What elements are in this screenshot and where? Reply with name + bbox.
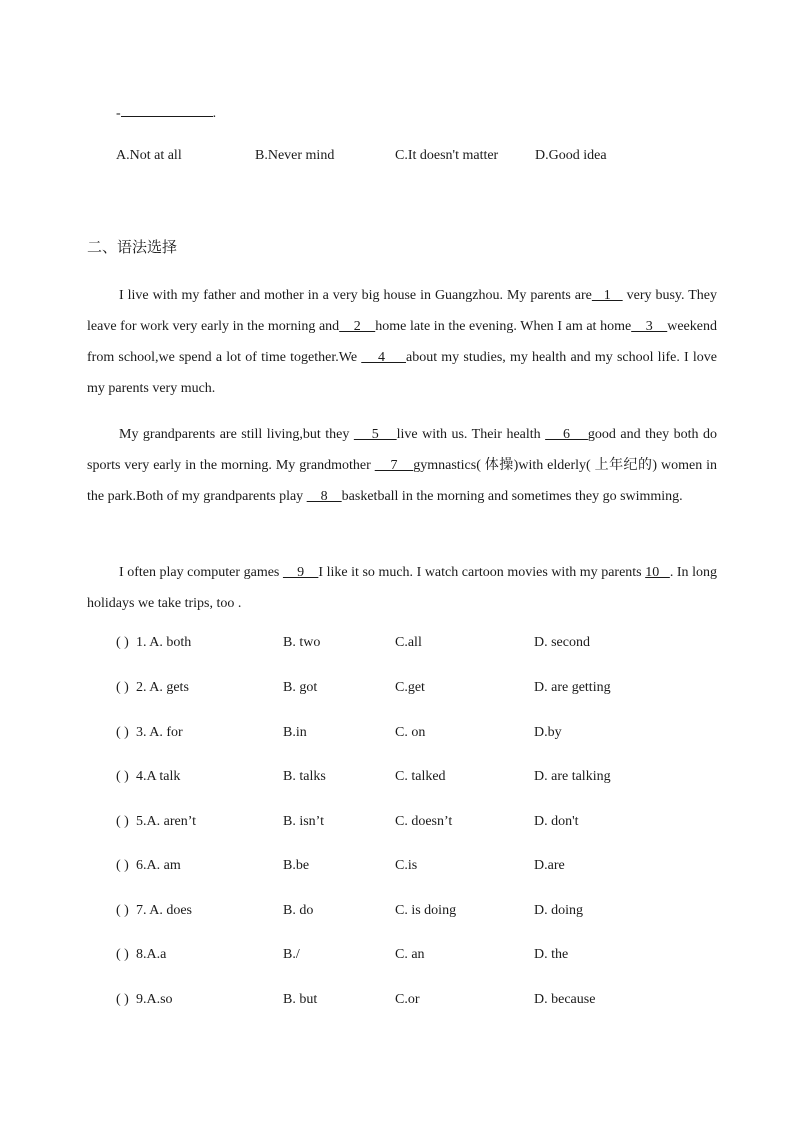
question-option-b: B.in — [283, 725, 307, 740]
question-option-b: B. got — [283, 680, 318, 695]
text-run: . In long holidays we take trips, too . — [87, 565, 717, 611]
blank-3: 3 — [631, 319, 668, 334]
blank-7: 7 — [374, 458, 414, 473]
question-option-a: 1. A. both — [136, 635, 192, 650]
text-run: I often play computer games — [119, 565, 283, 580]
answer-paren: ( ) — [116, 635, 129, 650]
section-title: 二、语法选择 — [87, 240, 178, 256]
text-run: home late in the evening. When I am at home — [375, 319, 632, 334]
question-option-d: D. don't — [534, 814, 579, 829]
question-option-b: B. do — [283, 903, 314, 918]
blank-8: 8 — [306, 489, 342, 504]
option-d: D.Good idea — [535, 148, 607, 163]
blank-9: 9 — [282, 565, 319, 580]
question-option-c: C.is — [395, 858, 418, 873]
text-run: weekend from school,we spend a lot of time together.We — [87, 319, 717, 365]
question-row — [0, 858, 794, 882]
blank-6: 6 — [545, 427, 588, 442]
question-row — [0, 992, 794, 1016]
question-row — [0, 769, 794, 793]
question-option-a: 2. A. gets — [136, 680, 189, 695]
blank-10: 10 — [645, 565, 670, 580]
question-option-c: C. is doing — [395, 903, 457, 918]
question-option-d: D.by — [534, 725, 562, 740]
blank-4: 4 — [361, 350, 406, 365]
question-option-d: D. second — [534, 635, 590, 650]
answer-paren: ( ) — [116, 858, 129, 873]
answer-paren: ( ) — [116, 947, 129, 962]
text-run: good and they both do sports very early in the morning. My grandmother — [87, 427, 718, 473]
question-option-c: C. on — [395, 725, 426, 740]
question-option-d: D. are talking — [534, 769, 611, 784]
text-run: basketball in the morning and sometimes they go swimming. — [341, 489, 683, 504]
passage-paragraph-3 — [87, 557, 717, 619]
question-option-b: B. two — [283, 635, 321, 650]
text-run: I live with my father and mother in a very big house in Guangzhou. My parents are — [119, 288, 592, 303]
text-run: My grandparents are still living,but they — [119, 427, 354, 442]
text-run: I like it so much. I watch cartoon movies with my parents — [318, 565, 646, 580]
answer-paren: ( ) — [116, 769, 129, 784]
question-option-c: C.get — [395, 680, 425, 695]
previous-suffix: . — [212, 106, 217, 121]
blank-2: 2 — [339, 319, 376, 334]
question-row — [0, 680, 794, 704]
passage-paragraph-1 — [87, 280, 717, 404]
question-option-b: B. isn’t — [283, 814, 324, 829]
question-option-a: 8.A.a — [136, 947, 167, 962]
question-option-b: B. but — [283, 992, 318, 1007]
question-option-c: C.or — [395, 992, 420, 1007]
question-option-d: D. because — [534, 992, 596, 1007]
blank-5: 5 — [353, 427, 397, 442]
previous-question-blank — [116, 104, 216, 122]
answer-blank-line — [121, 104, 213, 117]
question-option-d: D. doing — [534, 903, 583, 918]
question-option-d: D.are — [534, 858, 565, 873]
option-b: B.Never mind — [255, 148, 335, 163]
question-option-b: B. talks — [283, 769, 326, 784]
question-option-a: 6.A. am — [136, 858, 181, 873]
question-row — [0, 635, 794, 659]
question-option-c: C. talked — [395, 769, 446, 784]
question-row — [0, 725, 794, 749]
blank-1: 1 — [591, 288, 623, 303]
question-option-b: B.be — [283, 858, 310, 873]
answer-paren: ( ) — [116, 814, 129, 829]
option-a: A.Not at all — [116, 148, 182, 163]
answer-paren: ( ) — [116, 903, 129, 918]
question-row — [0, 903, 794, 927]
text-run: about my studies, my health and my school life. I love my parents very much. — [87, 350, 717, 396]
question-option-c: C. doesn’t — [395, 814, 453, 829]
question-option-a: 3. A. for — [136, 725, 183, 740]
option-c: C.It doesn't matter — [395, 148, 499, 163]
question-row — [0, 814, 794, 838]
question-option-a: 7. A. does — [136, 903, 192, 918]
text-run: very busy. They leave for work very early in the morning and — [87, 288, 718, 334]
previous-prefix: - — [116, 106, 121, 121]
question-option-c: C.all — [395, 635, 422, 650]
text-run: live with us. Their health — [396, 427, 546, 442]
passage-paragraph-2 — [87, 419, 717, 512]
answer-paren: ( ) — [116, 725, 129, 740]
question-option-d: D. the — [534, 947, 569, 962]
text-run: gymnastics( 体操)with elderly( 上年纪的) women in the park.Both of my grandparents play — [87, 458, 718, 504]
answer-paren: ( ) — [116, 680, 129, 695]
question-option-a: 4.A talk — [136, 769, 181, 784]
question-row — [0, 947, 794, 971]
question-option-c: C. an — [395, 947, 425, 962]
question-option-b: B./ — [283, 947, 300, 962]
question-option-a: 5.A. aren’t — [136, 814, 196, 829]
answer-paren: ( ) — [116, 992, 129, 1007]
question-option-d: D. are getting — [534, 680, 611, 695]
question-option-a: 9.A.so — [136, 992, 173, 1007]
